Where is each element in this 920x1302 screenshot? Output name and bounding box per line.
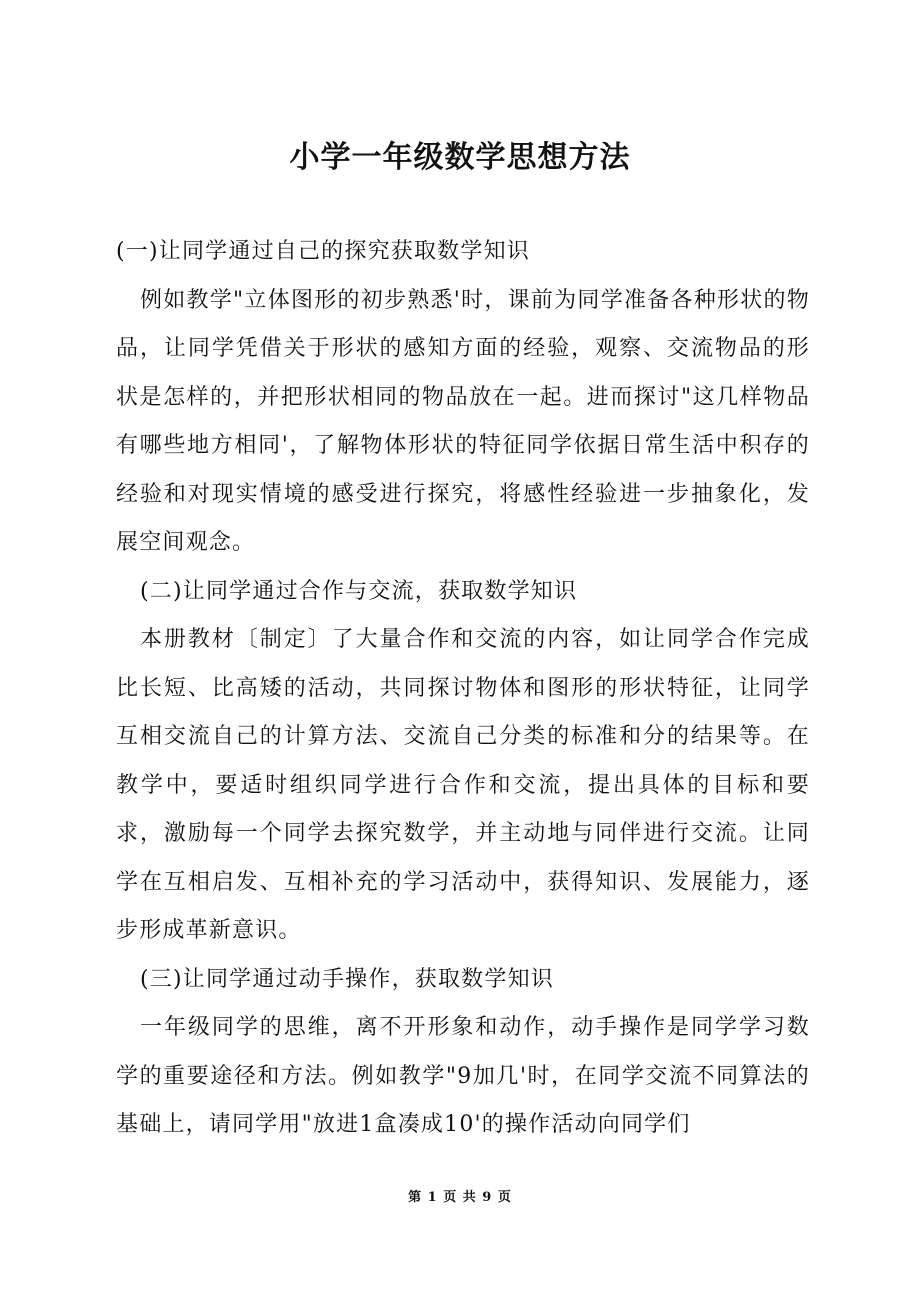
document-title: 小学一年级数学思想方法 — [289, 140, 631, 175]
section-heading-1: (一)让同学通过自己的探究获取数学知识 — [116, 239, 530, 264]
body-paragraph-2: 本册教材〔制定〕了大量合作和交流的内容，如让同学合作完成比长短、比高矮的活动，共同探讨物体和图形的形状特征，让同学互相交流自己的计算方法、交流自己分类的标准和分的结果等。在教学中，要适时组织同学进行合作和交流，提出具体的目标和要求，激励每一个同学去探究数学，并主动地与同伴进行交流。让同学在互相启发、互相补充的学习活动中，获得知识、发展能力，逐步形成革新意识。 — [116, 627, 810, 943]
body-paragraph-1: 例如教学"立体图形的初步熟悉'时，课前为同学准备各种形状的物品，让同学凭借关于形状的感知方面的经验，观察、交流物品的形状是怎样的，并把形状相同的物品放在一起。进而探讨"这几样物品有哪些地方相同'，了解物体形状的特征同学依据日常生活中积存的经验和对现实情境的感受进行探究，将感性经验进一步抽象化，发展空间观念。 — [116, 287, 810, 555]
page-footer — [0, 1186, 920, 1205]
body-paragraph-3: 一年级同学的思维，离不开形象和动作，动手操作是同学学习数学的重要途径和方法。例如教学"9加几'时，在同学交流不同算法的基础上，请同学用"放进1盒凑成10'的操作活动向同学们 — [116, 1015, 810, 1137]
page-number-label: 第 1 页 共 9 页 — [408, 1190, 512, 1205]
section-heading-2: (二)让同学通过合作与交流，获取数学知识 — [140, 578, 578, 604]
document-body — [116, 228, 810, 1150]
section-heading-3: (三)让同学通过动手操作，获取数学知识 — [140, 966, 554, 992]
